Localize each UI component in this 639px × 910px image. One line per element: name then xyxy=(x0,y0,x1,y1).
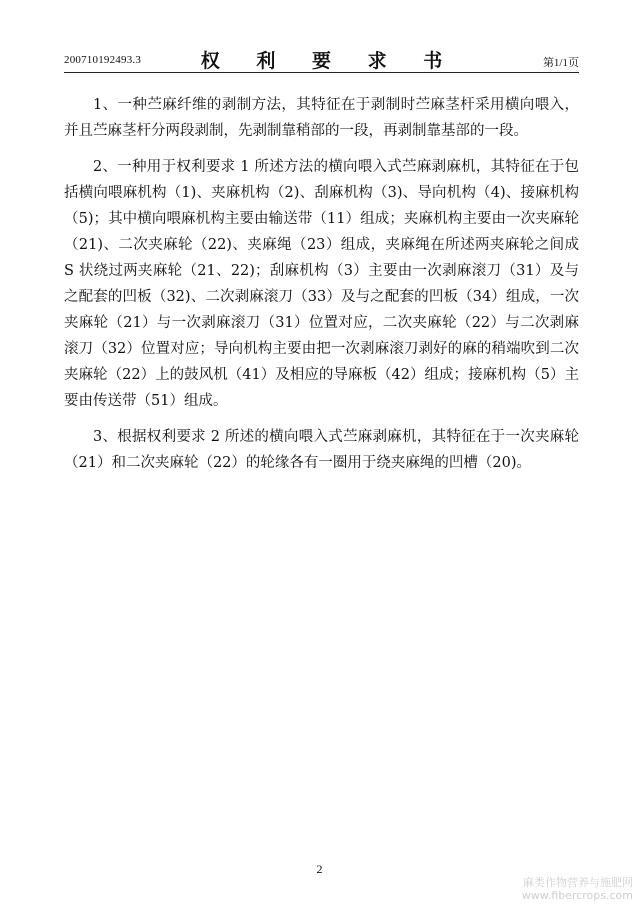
watermark-line-1: 麻类作物营养与施肥网 xyxy=(523,876,633,889)
claim-1: 1、一种苎麻纤维的剥制方法，其特征在于剥制时苎麻茎杆采用横向喂入，并且苎麻茎杆分两段剥制，先剥制靠稍部的一段，再剥制靠基部的一段。 xyxy=(64,97,579,139)
watermark xyxy=(522,876,633,902)
claim-2: 2、一种用于权利要求 1 所述方法的横向喂入式苎麻剥麻机，其特征在于包括横向喂麻机构（1)、夹麻机构（2)、刮麻机构（3)、导向机构（4)、接麻机构（5)；其中横向喂麻机构主要由输送带（11）组成；夹麻机构主要由一次夹麻轮（21)、二次夹麻轮（22)、夹麻绳（23）组成，夹麻绳在所述两夹麻轮之间成 S 状绕过两夹麻轮（21、22)；刮麻机构（3）主要由一次剥麻滚刀（31）及与之配套的凹板（32)、二次剥麻滚刀（33）及与之配套的凹板（34）组成，一次夹麻轮（21）与一次剥麻滚刀（31）位置对应，二次夹麻轮（22）与二次剥麻滚刀（32）位置对应；导向机构主要由把一次剥麻滚刀剥好的麻的稍端吹到二次夹麻轮（22）上的鼓风机（41）及相应的导麻板（42）组成；接麻机构（5）主要由传送带（51）组成。 xyxy=(64,159,579,409)
page-number: 2 xyxy=(316,862,323,876)
claim-3: 3、根据权利要求 2 所述的横向喂入式苎麻剥麻机，其特征在于一次夹麻轮（21）和二次夹麻轮（22）的轮缘各有一圈用于绕夹麻绳的凹槽（20)。 xyxy=(64,429,579,471)
document-title: 权 利 要 求 书 xyxy=(200,50,458,72)
claims-body xyxy=(64,92,579,486)
page-count: 第1/1页 xyxy=(542,57,579,69)
document-header xyxy=(64,42,579,73)
watermark-line-2: www.fibercrops.com xyxy=(521,889,633,902)
application-number: 200710192493.3 xyxy=(64,54,142,66)
